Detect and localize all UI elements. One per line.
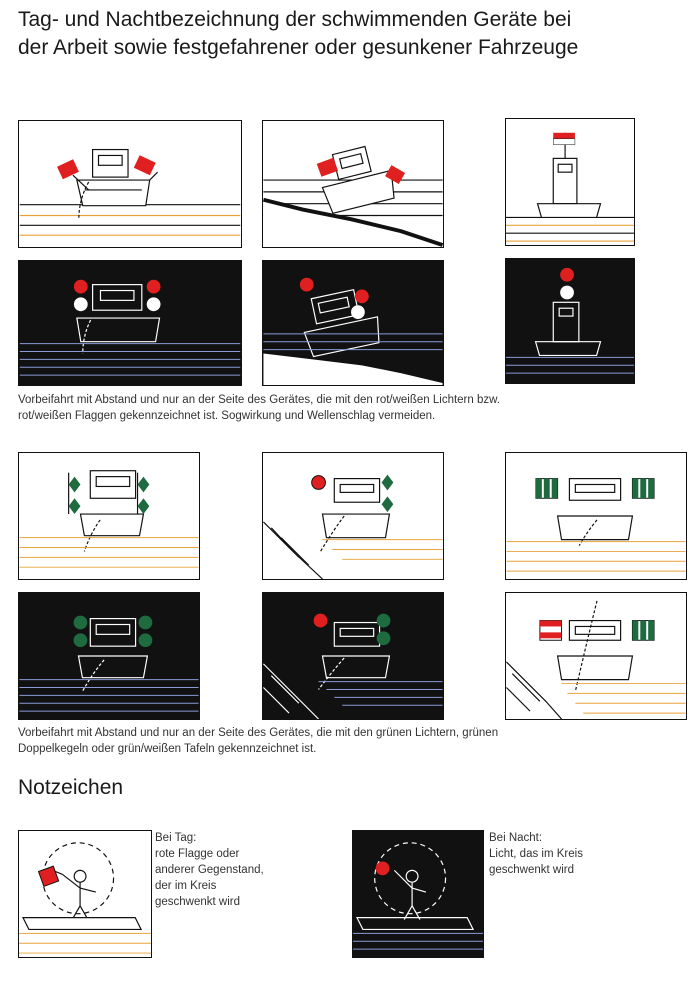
illustration-night-green-lights [18,592,200,720]
section2-caption-line-1: Vorbeifahrt mit Abstand und nur an der Seite des Gerätes, die mit den grünen Lichtern, grünen [18,727,499,739]
notzeichen-heading: Notzeichen [18,776,124,799]
section2-caption-line-2: Doppelkegeln oder grün/weißen Tafeln gekennzeichnet ist. [18,743,317,755]
section1-caption [18,392,500,424]
illustration-day-red-green-boards-shore [505,592,687,720]
illustration-day-green-cones [18,452,200,580]
distress-day-line-5: geschwenkt wird [155,896,241,908]
illustration-night-red-green-shore [262,592,444,720]
distress-night-line-1: Bei Nacht: [489,832,543,844]
illustration-distress-day [18,830,152,958]
illustration-night-sunken-lights [505,258,635,384]
distress-day-line-1: Bei Tag: [155,832,197,844]
distress-night-text [489,830,583,878]
illustration-day-sunken-flag [505,118,635,246]
illustration-day-flags-two-sides [18,120,242,248]
distress-day-line-4: der im Kreis [155,880,217,892]
illustration-day-green-white-boards [505,452,687,580]
illustration-distress-night [352,830,484,958]
page-title [18,6,678,62]
illustration-night-lights-aground [262,260,444,386]
illustration-night-lights-two-sides [18,260,242,386]
distress-day-text [155,830,264,910]
title-line-2: der Arbeit sowie festgefahrener oder gesunkener Fahrzeuge [18,36,579,59]
illustration-day-flags-aground [262,120,444,248]
section1-caption-line-1: Vorbeifahrt mit Abstand und nur an der Seite des Gerätes, die mit den rot/weißen Lichtern bzw. [18,394,500,406]
illustration-day-ball-cones-shore [262,452,444,580]
title-line-1: Tag- und Nachtbezeichnung der schwimmenden Geräte bei [18,8,572,31]
distress-night-line-3: geschwenkt wird [489,864,575,876]
distress-day-line-3: anderer Gegenstand, [155,864,264,876]
section1-caption-line-2: rot/weißen Flaggen gekennzeichnet ist. Sogwirkung und Wellenschlag vermeiden. [18,410,436,422]
distress-day-line-2: rote Flagge oder [155,848,240,860]
section2-caption [18,725,498,757]
distress-night-line-2: Licht, das im Kreis [489,848,583,860]
